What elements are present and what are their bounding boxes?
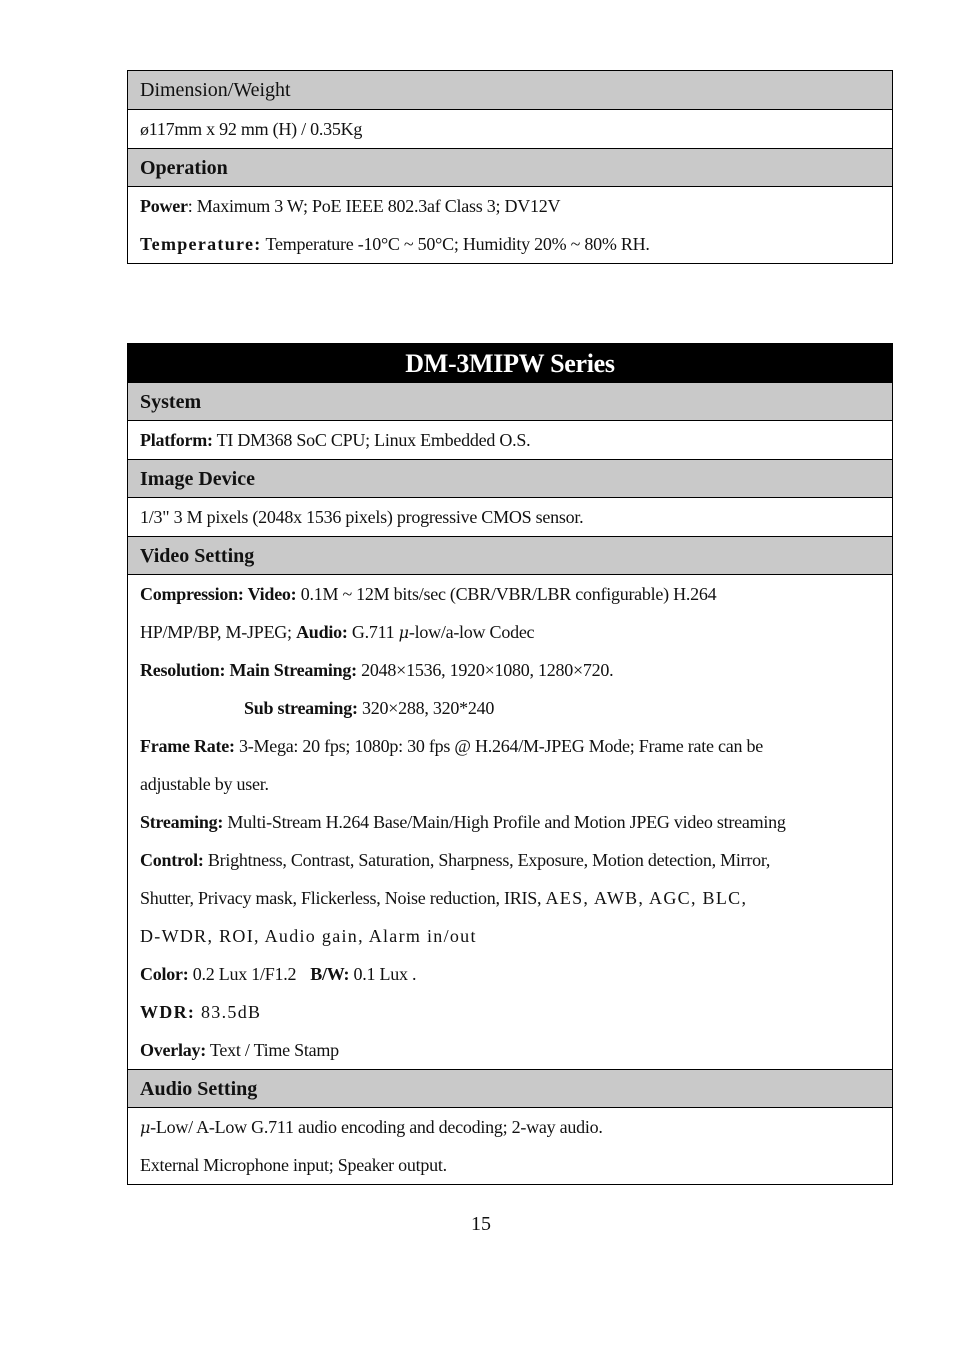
frame-rate-value: 3-Mega: 20 fps; 1080p: 30 fps @ H.264/M-JPEG Mode; Frame rate can be: [234, 736, 763, 756]
control-cont-line-1: [140, 879, 880, 917]
system-header: System: [128, 382, 892, 421]
bw-label: B/W:: [310, 964, 350, 984]
streaming-line: [140, 803, 880, 841]
streaming-value: Multi-Stream H.264 Base/Main/High Profile and Motion JPEG video streaming: [223, 812, 786, 832]
power-value: : Maximum 3 W; PoE IEEE 802.3af Class 3; DV12V: [187, 196, 561, 216]
resolution-label: Resolution: Main Streaming:: [140, 660, 357, 680]
temperature-line: [140, 225, 880, 263]
audio-encoding-line: [140, 1108, 880, 1146]
sub-streaming-value: 320×288, 320*240: [357, 698, 495, 718]
wdr-value: 83.5dB: [195, 1002, 262, 1022]
wdr-label: WDR:: [140, 1002, 196, 1022]
dimension-weight-cell: [128, 110, 892, 148]
audio-mu-symbol: μ: [140, 1118, 151, 1137]
color-value: 0.2 Lux 1/F1.2: [188, 964, 297, 984]
audio-setting-header: Audio Setting: [128, 1069, 892, 1108]
platform-value: TI DM368 SoC CPU; Linux Embedded O.S.: [212, 430, 531, 450]
overlay-line: [140, 1031, 880, 1069]
control-line: [140, 841, 880, 879]
compression-value: 0.1M ~ 12M bits/sec (CBR/VBR/LBR configurable) H.264: [296, 584, 717, 604]
series-title: DM-3MIPW Series: [128, 343, 892, 382]
operation-cell: [128, 187, 892, 263]
series-spec-table: [127, 343, 893, 1185]
frame-rate-cont-line: adjustable by user.: [140, 774, 269, 794]
temperature-value: Temperature -10°C ~ 50°C; Humidity 20% ~ 80% RH.: [265, 234, 650, 254]
system-cell: [128, 421, 892, 459]
resolution-value: 2048×1536, 1920×1080, 1280×720.: [356, 660, 614, 680]
compression-cont-line: [140, 613, 880, 651]
overlay-value: Text / Time Stamp: [205, 1040, 339, 1060]
mu-symbol: μ: [398, 623, 409, 642]
control-cont-line-2: D-WDR, ROI, Audio gain, Alarm in/out: [140, 926, 477, 946]
power-line: [140, 187, 880, 225]
compression-line: [140, 575, 880, 613]
diameter-symbol: ø: [140, 121, 149, 139]
compression-label: Compression: Video:: [140, 584, 297, 604]
temperature-label: Temperature:: [140, 234, 262, 254]
dimension-operation-table: [127, 70, 893, 264]
bw-value: 0.1 Lux .: [349, 964, 417, 984]
audio-setting-cell: [128, 1108, 892, 1184]
sub-streaming-label: Sub streaming:: [244, 698, 358, 718]
streaming-label: Streaming:: [140, 812, 224, 832]
frame-rate-label: Frame Rate:: [140, 736, 235, 756]
color-line: [140, 955, 880, 993]
resolution-line: [140, 651, 880, 689]
compression-cont: HP/MP/BP, M-JPEG;: [140, 622, 297, 642]
control-cont-1: Shutter, Privacy mask, Flickerless, Noise reduction, IRIS,: [140, 888, 546, 908]
audio-value-pre: G.711: [347, 622, 399, 642]
image-device-line: 1/3" 3 M pixels (2048x 1536 pixels) progressive CMOS sensor.: [140, 507, 584, 527]
dimension-weight-line: [140, 110, 880, 148]
audio-label: Audio:: [296, 622, 348, 642]
platform-line: [140, 421, 880, 459]
frame-rate-line: [140, 727, 880, 765]
audio-encoding-text: -Low/ A-Low G.711 audio encoding and decoding; 2-way audio.: [150, 1117, 603, 1137]
platform-label: Platform:: [140, 430, 213, 450]
control-cont-1-spaced: AES, AWB, AGC, BLC,: [545, 888, 748, 908]
image-device-cell: [128, 498, 892, 536]
overlay-label: Overlay:: [140, 1040, 206, 1060]
audio-io-line: External Microphone input; Speaker output.: [140, 1155, 447, 1175]
image-device-header: Image Device: [128, 459, 892, 498]
video-setting-cell: [128, 575, 892, 1069]
control-value: Brightness, Contrast, Saturation, Sharpness, Exposure, Motion detection, Mirror,: [203, 850, 771, 870]
power-label: Power: [140, 196, 188, 216]
wdr-line: [140, 993, 880, 1031]
dimension-weight-header: Dimension/Weight: [128, 71, 892, 110]
page-number: 15: [471, 1213, 491, 1235]
color-label: Color:: [140, 964, 189, 984]
operation-header: Operation: [128, 148, 892, 187]
video-setting-header: Video Setting: [128, 536, 892, 575]
dimension-value: 117mm x 92 mm (H) / 0.35Kg: [148, 119, 363, 139]
sub-streaming-line: [140, 689, 880, 727]
audio-value-post: -low/a-low Codec: [408, 622, 535, 642]
control-label: Control:: [140, 850, 204, 870]
